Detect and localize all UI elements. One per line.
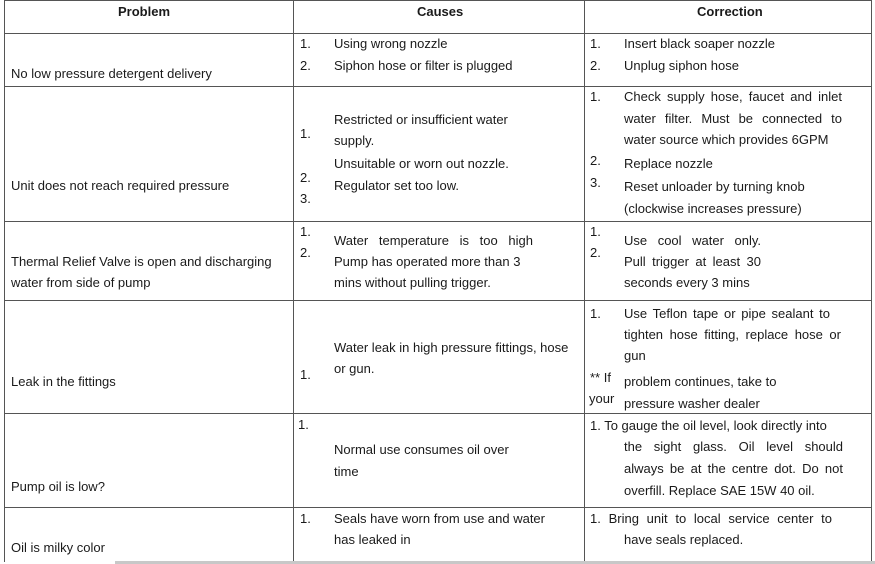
- problem-cell: Leak in the fittings: [11, 374, 116, 389]
- correction-text: (clockwise increases pressure): [624, 201, 802, 216]
- correction-text: the sight glass. Oil level should: [624, 439, 843, 454]
- cause-text: Water leak in high pressure fittings, hose: [334, 340, 569, 355]
- table-border-left: [4, 0, 5, 562]
- cause-text: Water temperature is too high: [334, 233, 533, 248]
- cause-number: 2.: [300, 245, 311, 260]
- correction-text: water source which provides 6GPM: [624, 132, 829, 147]
- header-causes: Causes: [417, 4, 464, 19]
- correction-text: 1. To gauge the oil level, look directly into: [590, 418, 827, 433]
- cause-text: Unsuitable or worn out nozzle.: [334, 156, 509, 171]
- problem-cell: Unit does not reach required pressure: [11, 178, 230, 193]
- row-divider: [4, 221, 872, 222]
- table-border-top: [4, 0, 872, 1]
- correction-text: Replace nozzle: [624, 156, 713, 171]
- cause-number: 1.: [300, 224, 311, 239]
- cause-text: Regulator set too low.: [334, 178, 460, 193]
- cause-text: mins without pulling trigger.: [334, 275, 491, 290]
- table-divider-problem-causes: [293, 0, 294, 562]
- table-border-right: [871, 0, 872, 562]
- cause-number: 1.: [300, 511, 311, 526]
- correction-number: 1.: [590, 36, 601, 51]
- table-divider-causes-correction: [584, 0, 585, 562]
- correction-text: Insert black soaper nozzle: [624, 36, 776, 51]
- correction-text: gun: [624, 348, 646, 363]
- cause-text: Siphon hose or filter is plugged: [334, 58, 513, 73]
- cause-text: Pump has operated more than 3: [334, 254, 521, 269]
- correction-note: ** If: [590, 370, 611, 385]
- correction-text: water filter. Must be connected to: [624, 111, 842, 126]
- problem-cell: Oil is milky color: [11, 540, 105, 555]
- correction-text: pressure washer dealer: [624, 396, 760, 411]
- correction-text: Use cool water only.: [624, 233, 761, 248]
- correction-text: Pull trigger at least 30: [624, 254, 761, 269]
- cause-number: 1.: [300, 36, 311, 51]
- header-correction: Correction: [697, 4, 763, 19]
- problem-cell: water from side of pump: [11, 275, 151, 290]
- correction-text: seconds every 3 mins: [624, 275, 750, 290]
- row-divider: [4, 507, 872, 508]
- correction-number: 1.: [590, 89, 601, 104]
- correction-number: 2.: [590, 245, 601, 260]
- correction-number: 1.: [590, 306, 601, 321]
- correction-number: 1.: [590, 224, 601, 239]
- correction-text: 1. Bring unit to local service center to: [590, 511, 832, 526]
- row-divider: [4, 86, 872, 87]
- header-divider: [4, 33, 872, 34]
- row-divider: [4, 300, 872, 301]
- cause-text: Using wrong nozzle: [334, 36, 448, 51]
- cause-number: 1.: [298, 417, 309, 432]
- cause-text: or gun.: [334, 361, 375, 376]
- correction-text: have seals replaced.: [624, 532, 744, 547]
- row-divider: [4, 413, 872, 414]
- correction-text: always be at the centre dot. Do not: [624, 461, 843, 476]
- problem-cell: Pump oil is low?: [11, 479, 105, 494]
- cause-number: 3.: [300, 191, 311, 206]
- correction-text: tighten hose fitting, replace hose or: [624, 327, 841, 342]
- cause-number: 1.: [300, 126, 311, 141]
- correction-text: Unplug siphon hose: [624, 58, 739, 73]
- problem-cell: Thermal Relief Valve is open and discharging: [11, 254, 272, 269]
- problem-cell: No low pressure detergent delivery: [11, 66, 212, 81]
- header-problem: Problem: [118, 4, 171, 19]
- cause-text: time: [334, 464, 359, 479]
- correction-text: problem continues, take to: [624, 374, 777, 389]
- correction-text: Use Teflon tape or pipe sealant to: [624, 306, 830, 321]
- correction-text: overfill. Replace SAE 15W 40 oil.: [624, 483, 815, 498]
- cause-text: Seals have worn from use and water: [334, 511, 545, 526]
- cause-text: Restricted or insufficient water: [334, 112, 508, 127]
- cause-text: Normal use consumes oil over: [334, 442, 509, 457]
- cause-text: has leaked in: [334, 532, 411, 547]
- correction-text: Check supply hose, faucet and inlet: [624, 89, 842, 104]
- correction-number: 3.: [590, 175, 601, 190]
- correction-note: your: [589, 391, 615, 406]
- cause-number: 2.: [300, 170, 311, 185]
- cause-text: supply.: [334, 133, 375, 148]
- cause-number: 2.: [300, 58, 311, 73]
- correction-number: 2.: [590, 153, 601, 168]
- correction-number: 2.: [590, 58, 601, 73]
- cause-number: 1.: [300, 367, 311, 382]
- correction-text: Reset unloader by turning knob: [624, 179, 805, 194]
